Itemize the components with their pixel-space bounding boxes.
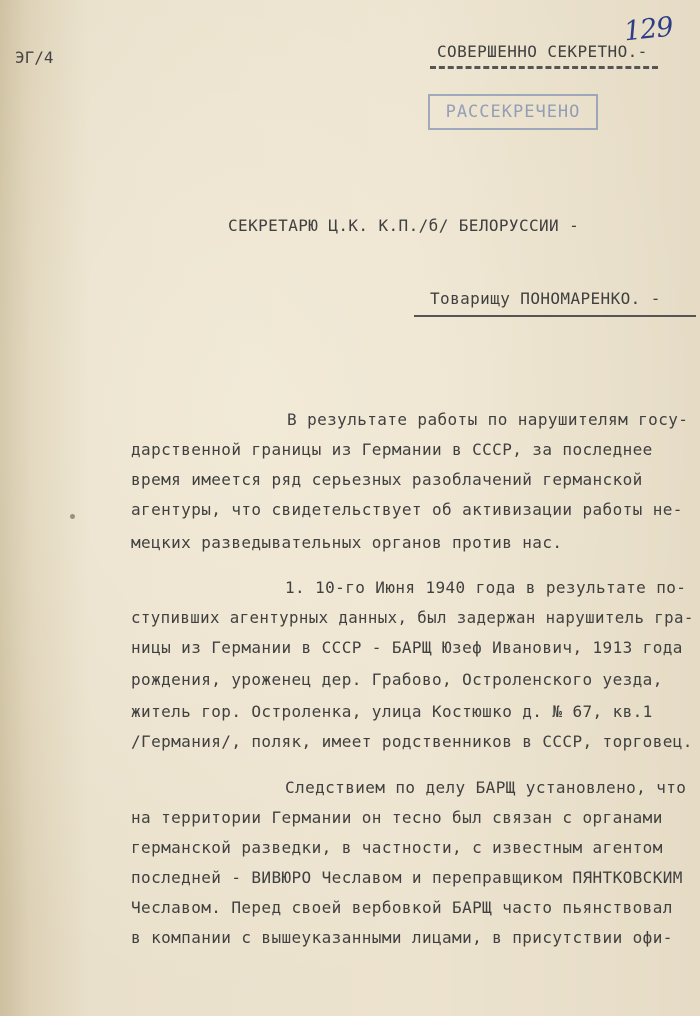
body-line: агентуры, что свидетельствует об активизации работы не-: [131, 500, 683, 519]
addressee-underline: [414, 315, 696, 317]
declassified-stamp: [428, 94, 598, 130]
paper-blemish: [70, 514, 75, 519]
body-line: Следствием по делу БАРЩ установлено, что: [285, 778, 687, 797]
addressee-name: Товарищу ПОНОМАРЕНКО. -: [430, 289, 661, 308]
body-line: в компании с вышеуказанными лицами, в присутствии офи-: [131, 928, 673, 947]
body-line: /Германия/, поляк, имеет родственников в СССР, торговец.: [131, 732, 693, 751]
body-line: германской разведки, в частности, с известным агентом: [131, 838, 663, 857]
body-line: последней - ВИВЮРО Чеславом и переправщиком ПЯНТКОВСКИМ: [131, 868, 683, 887]
stamp-text: РАССЕКРЕЧЕНО: [445, 102, 581, 122]
body-line: В результате работы по нарушителям госу-: [287, 410, 689, 429]
classification-rule: [430, 66, 658, 69]
folio-number: 129: [622, 11, 675, 48]
body-line: ницы из Германии в СССР - БАРЩ Юзеф Иванович, 1913 года: [131, 638, 683, 657]
body-line: на территории Германии он тесно был связан с органами: [131, 808, 663, 827]
body-line: рождения, уроженец дер. Грабово, Остроленского уезда,: [131, 670, 663, 689]
body-line: дарственной границы из Германии в СССР, за последнее: [131, 440, 653, 459]
body-line: 1. 10-го Июня 1940 года в результате по-: [285, 578, 687, 597]
body-line: мецких разведывательных органов против нас.: [131, 533, 563, 552]
body-line: житель гор. Остроленка, улица Костюшко д. № 67, кв.1: [131, 702, 653, 721]
document-reference: ЭГ/4: [15, 48, 54, 67]
classification-label: СОВЕРШЕННО СЕКРЕТНО.-: [437, 42, 648, 61]
body-line: ступивших агентурных данных, был задержан нарушитель гра-: [131, 608, 694, 627]
body-line: время имеется ряд серьезных разоблачений германской: [131, 470, 643, 489]
addressee-title: СЕКРЕТАРЮ Ц.К. К.П./б/ БЕЛОРУССИИ -: [228, 216, 580, 235]
body-line: Чеславом. Перед своей вербовкой БАРЩ часто пьянствовал: [131, 898, 673, 917]
